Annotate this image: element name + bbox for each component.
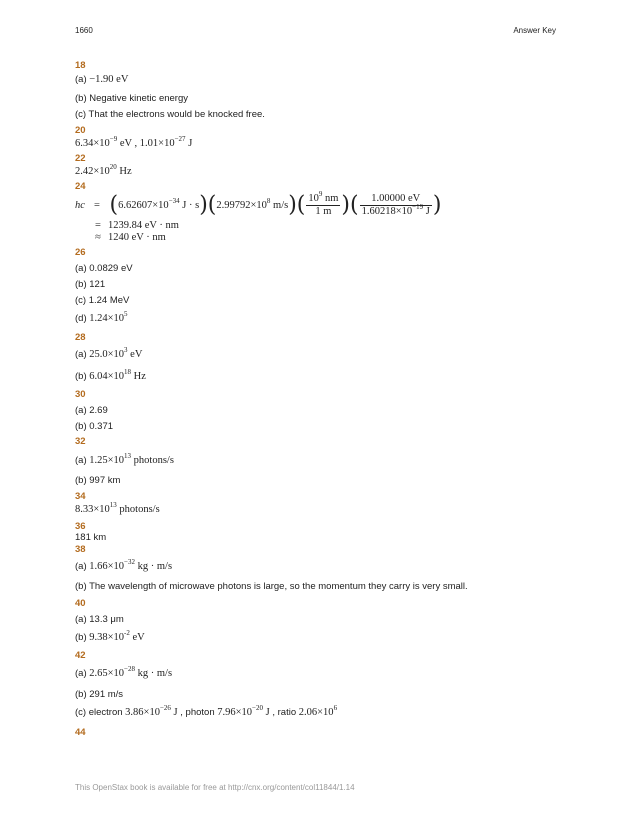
answer-line: (a) 13.3 μm (75, 614, 124, 625)
answer-line: (c) 1.24 MeV (75, 295, 130, 306)
answer-line: (b) $9.38\times 10^{-2}$ eV (75, 629, 145, 643)
problem-number: 20 (75, 125, 86, 136)
answer-line: (b) $6.04\times 10^{18}$ Hz (75, 368, 146, 382)
answer-line: (a) $2.65\times 10^{-28}$ kg · m/s (75, 665, 173, 679)
answer-line: (b) 121 (75, 279, 106, 290)
answer-line: (a) −1.90 eV (75, 74, 129, 85)
answer-line: (d) $1.24\times 10^5$ (75, 310, 128, 324)
problem-number: 22 (75, 153, 86, 164)
answer-line: (b) Negative kinetic energy (75, 93, 188, 104)
answer-line: (a) $25.0\times 10^3$ eV (75, 346, 143, 360)
answer-line: (b) The wavelength of microwave photons is large, so the momentum they carry is very small. (75, 581, 468, 592)
problem-number: 44 (75, 727, 86, 738)
answer-line: (a) $1.25\times 10^{13}$ photons/s (75, 452, 174, 466)
equation-line-2: = 1239.84 eV · nm (95, 220, 179, 231)
problem-number: 36 (75, 521, 86, 532)
answer-line: 181 km (75, 532, 107, 543)
answer-line: (a) $1.66\times 10^{-32}$ kg · m/s (75, 558, 173, 572)
answer-line: (c) That the electrons would be knocked free. (75, 109, 265, 120)
problem-number: 24 (75, 181, 86, 192)
problem-number: 34 (75, 491, 86, 502)
answer-line: $8.33\times 10^{13}$ photons/s (75, 501, 160, 515)
answer-line: (a) 2.69 (75, 405, 108, 416)
running-header: Answer Key (513, 26, 556, 35)
page-number: 1660 (75, 26, 93, 35)
answer-line: (a) 0.0829 eV (75, 263, 133, 274)
problem-number: 42 (75, 650, 86, 661)
problem-number: 30 (75, 389, 86, 400)
problem-number: 18 (75, 60, 86, 71)
answer-line: (b) 291 m/s (75, 689, 124, 700)
problem-number: 26 (75, 247, 86, 258)
problem-number: 28 (75, 332, 86, 343)
equation-line-1: hc = ($6.62607\times 10^{-34}$ $J \cdot s)(2.99792\times 10^8$ m/s)( $\frac{10^9 nm}{1 m}$ )( $\frac{1.00000 eV}{1.60218\times 10^{-19} J}$ ) (75, 190, 442, 218)
problem-number: 38 (75, 544, 86, 555)
footer-note: This OpenStax book is available for free at http://cnx.org/content/col11844/1.14 (75, 783, 355, 792)
answer-line: $2.42\times 10^{20}$ Hz (75, 163, 132, 177)
problem-number: 40 (75, 598, 86, 609)
equation-line-3: ≈ 1240 eV · nm (95, 232, 166, 243)
answer-line: (b) 997 km (75, 475, 121, 486)
answer-line: (b) 0.371 (75, 421, 114, 432)
answer-line: (c) electron $3.86\times 10^{-26}$ J , photon $7.96\times 10^{-20}$ J , ratio $2.06\times 10^6$ (75, 704, 338, 718)
answer-line: $6.34\times 10^{-9}$ eV , $1.01\times 10^{-27}$ J (75, 135, 193, 149)
problem-number: 32 (75, 436, 86, 447)
